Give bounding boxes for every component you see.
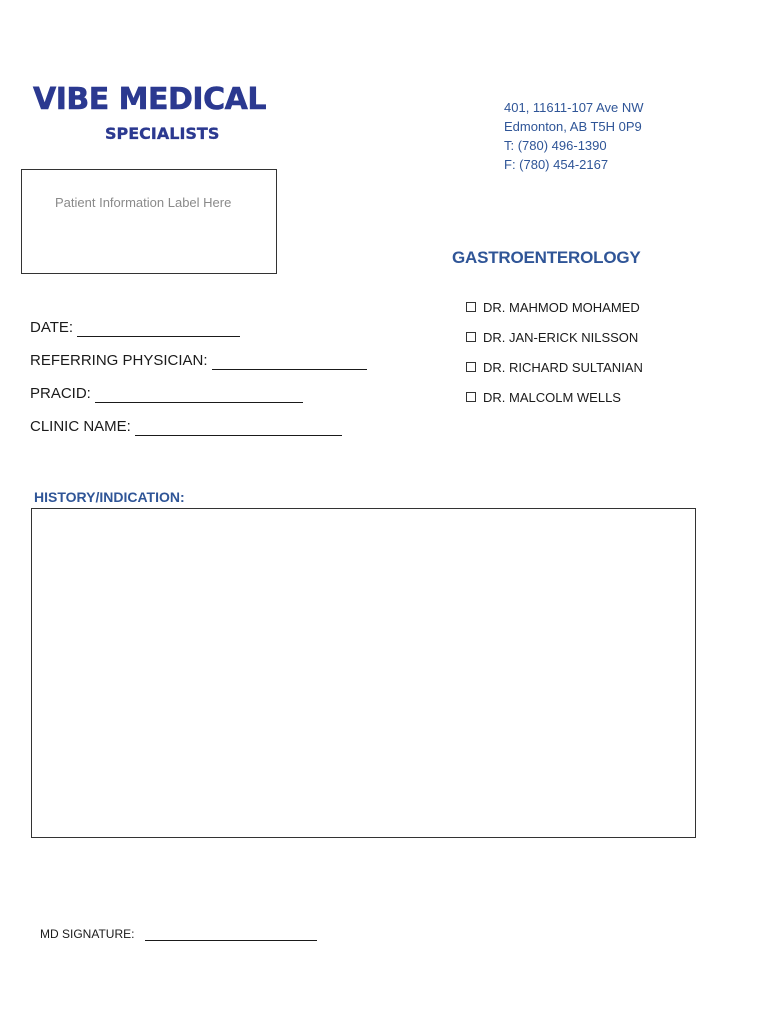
referral-fields [30, 311, 367, 443]
pracid-row [30, 377, 367, 410]
patient-label-box [21, 169, 277, 274]
logo-subtitle: SPECIALISTS [105, 124, 220, 143]
checkbox-icon[interactable] [466, 362, 476, 372]
doctor-name: DR. RICHARD SULTANIAN [483, 359, 643, 375]
clinic-address [504, 98, 643, 174]
date-label: DATE: [30, 319, 74, 336]
doctor-option-mohamed[interactable] [466, 292, 643, 322]
signature-label: MD SIGNATURE: [40, 927, 135, 941]
doctor-option-nilsson[interactable] [466, 322, 643, 352]
doctor-option-sultanian[interactable] [466, 352, 643, 382]
address-fax: F: (780) 454-2167 [504, 157, 609, 172]
address-phone: T: (780) 496-1390 [504, 138, 607, 153]
referring-physician-row [30, 344, 367, 377]
patient-label-placeholder: Patient Information Label Here [55, 195, 232, 210]
referring-physician-label: REFERRING PHYSICIAN: [30, 352, 208, 369]
date-field-row [30, 311, 367, 344]
signature-input[interactable] [145, 926, 317, 941]
doctor-name: DR. MAHMOD MOHAMED [483, 299, 640, 315]
checkbox-icon[interactable] [466, 302, 476, 312]
doctor-option-wells[interactable] [466, 382, 643, 412]
history-textarea[interactable] [31, 508, 696, 838]
doctor-name: DR. JAN-ERICK NILSSON [483, 329, 639, 345]
address-line-2: Edmonton, AB T5H 0P9 [504, 119, 642, 134]
clinic-name-row [30, 410, 367, 443]
checkbox-icon[interactable] [466, 332, 476, 342]
clinic-name-input[interactable] [135, 421, 342, 436]
signature-row [40, 926, 317, 941]
doctor-name: DR. MALCOLM WELLS [483, 389, 621, 405]
clinic-name-label: CLINIC NAME: [30, 418, 131, 435]
address-line-1: 401, 11611-107 Ave NW [504, 100, 644, 115]
referring-physician-input[interactable] [212, 355, 367, 370]
date-input[interactable] [77, 322, 240, 337]
pracid-label: PRACID: [30, 385, 91, 402]
logo-title: VIBE MEDICAL [33, 82, 266, 117]
history-title: HISTORY/INDICATION: [34, 489, 185, 505]
pracid-input[interactable] [95, 388, 303, 403]
doctor-checklist [466, 292, 643, 412]
checkbox-icon[interactable] [466, 392, 476, 402]
department-title: GASTROENTEROLOGY [452, 248, 641, 267]
